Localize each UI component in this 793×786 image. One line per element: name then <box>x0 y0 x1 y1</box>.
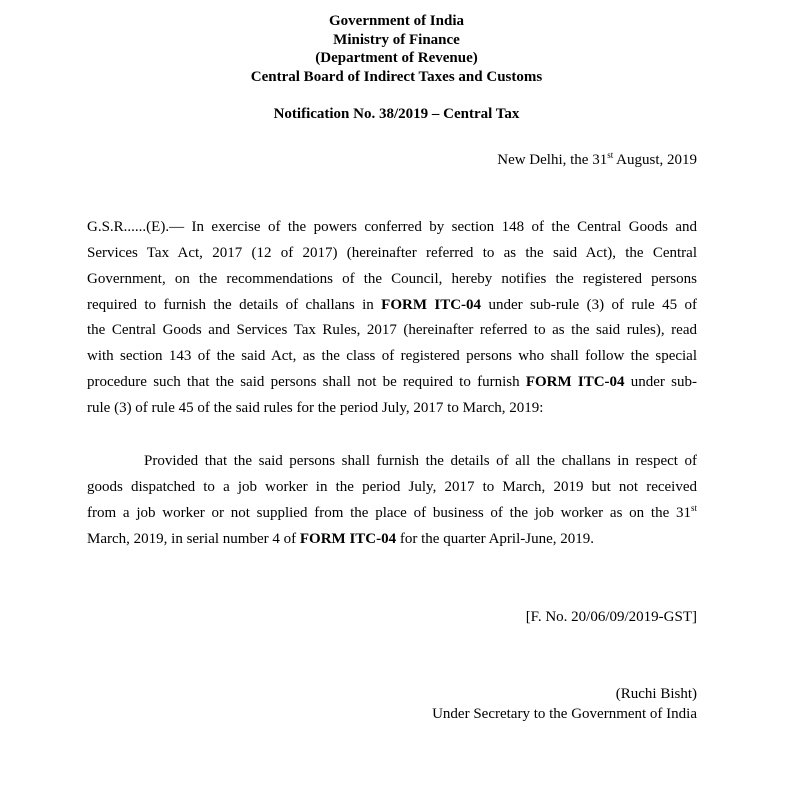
paragraph-line: rule (3) of rule 45 of the said rules for the period July, 2017 to March, 2019: <box>87 399 544 416</box>
proviso-paragraph <box>87 449 697 552</box>
paragraph-line <box>87 293 697 319</box>
paragraph-text: for the quarter April-June, 2019. <box>396 530 594 547</box>
paragraph-line: Provided that the said persons shall furnish the details of all the challans in respect of <box>144 453 697 469</box>
form-reference: FORM ITC-04 <box>299 530 397 547</box>
header-government: Government of India <box>329 13 464 29</box>
paragraph-line: Government, on the recommendations of the Council, hereby notifies the registered persons <box>87 270 697 287</box>
paragraph-text: procedure such that the said persons shall not be required to furnish <box>87 374 526 391</box>
signatory-name: (Ruchi Bisht) <box>615 686 697 702</box>
paragraph-line <box>87 370 697 396</box>
paragraph-line <box>87 527 697 553</box>
signatory-title: Under Secretary to the Government of India <box>432 706 697 722</box>
paragraph-line <box>87 501 697 527</box>
paragraph-text: under sub-rule (3) of rule 45 of <box>481 296 697 313</box>
dateline <box>497 151 697 169</box>
form-reference: FORM ITC-04 <box>381 296 482 313</box>
paragraph-line: the Central Goods and Services Tax Rules, 2017 (hereinafter referred to as the said rules), read <box>87 322 697 339</box>
dateline-suffix: August, 2019 <box>613 152 697 168</box>
notification-title: Notification No. 38/2019 – Central Tax <box>273 106 520 122</box>
header-department: (Department of Revenue) <box>315 50 478 66</box>
main-paragraph <box>87 215 697 422</box>
header-ministry: Ministry of Finance <box>333 31 460 48</box>
paragraph-line: with section 143 of the said Act, as the class of registered persons who shall follow the special <box>87 348 697 365</box>
paragraph-text: from a job worker or not supplied from the place of business of the job worker as on the 31 <box>87 504 691 521</box>
paragraph-text: required to furnish the details of challans in <box>87 296 382 313</box>
paragraph-line: Services Tax Act, 2017 (12 of 2017) (hereinafter referred to as the said Act), the Central <box>87 244 697 261</box>
file-number: [F. No. 20/06/09/2019-GST] <box>525 609 697 625</box>
form-reference: FORM ITC-04 <box>525 374 625 391</box>
paragraph-line: goods dispatched to a job worker in the period July, 2017 to March, 2019 but not received <box>87 478 697 495</box>
dateline-ordinal: st <box>607 150 614 160</box>
paragraph-text: under sub- <box>624 374 697 391</box>
dateline-prefix: New Delhi, the 31 <box>497 152 608 168</box>
ordinal-suffix: st <box>690 502 697 513</box>
paragraph-line: G.S.R......(E).— In exercise of the powers conferred by section 148 of the Central Goods and <box>87 219 697 235</box>
document-header <box>0 12 793 86</box>
paragraph-text: March, 2019, in serial number 4 of <box>87 530 300 547</box>
header-board: Central Board of Indirect Taxes and Customs <box>250 68 543 85</box>
